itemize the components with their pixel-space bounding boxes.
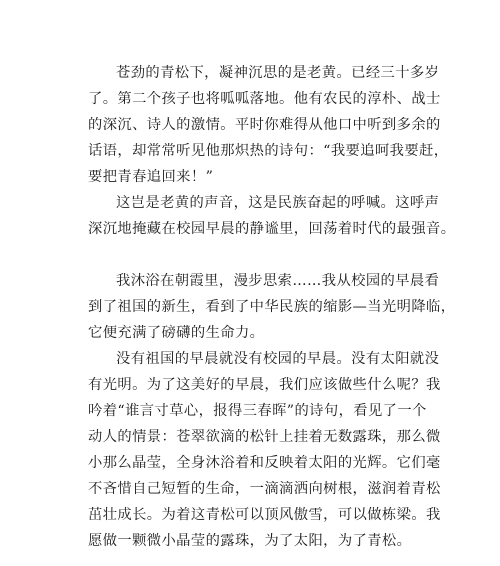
paragraph-3 [88,268,456,346]
text-line: 这岂是老黄的声音，这是民族奋起的呼喊。这呼声 [116,195,440,211]
text-line: 有光明。为了这美好的早晨，我们应该做些什么呢？我 [88,377,441,393]
text-line: 动人的情景：苍翠欲滴的松针上挂着无数露珠，那么微 [88,429,441,445]
text-line: 茁壮成长。为着这青松可以顶风傲雪，可以做栋梁。我 [88,507,441,523]
text-line: 苍劲的青松下，凝神沉思的是老黄。已经三十多岁 [116,65,440,81]
text-line: 到了祖国的新生，看到了中华民族的缩影—当光明降临， [88,299,456,315]
text-line: 不吝惜自己短暂的生命，一滴滴洒向树根，滋润着青松 [88,481,441,497]
text-line: 的深沉、诗人的激情。平时你难得从他口中听到多余的 [88,117,441,133]
text-line: 话语，却常常听见他那炽热的诗句：“我要追呵我要赶， [88,143,449,159]
text-line: 了。第二个孩子也将呱呱落地。他有农民的淳朴、战士 [88,91,441,107]
text-line: 它便充满了磅礴的生命力。 [88,325,265,341]
text-line: 没有祖国的早晨就没有校园的早晨。没有太阳就没 [116,351,440,367]
paragraph-2 [88,190,456,242]
text-line: 吟着“谁言寸草心，报得三春晖”的诗句，看见了一个 [88,403,427,419]
text-line: 小那么晶莹，全身沐浴着和反映着太阳的光辉。它们毫 [88,455,441,471]
text-line: 要把青春追回来！” [88,169,214,185]
text-line: 我沐浴在朝霞里，漫步思索……我从校园的早晨看 [116,273,440,289]
document-body [88,60,456,554]
text-line: 愿做一颗微小晶莹的露珠，为了太阳，为了青松。 [88,533,412,549]
paragraph-gap [88,242,406,268]
paragraph-4 [88,346,441,554]
paragraph-1 [88,60,449,190]
text-line: 深沉地掩藏在校园早晨的静谧里，回荡着时代的最强音。 [88,221,456,237]
